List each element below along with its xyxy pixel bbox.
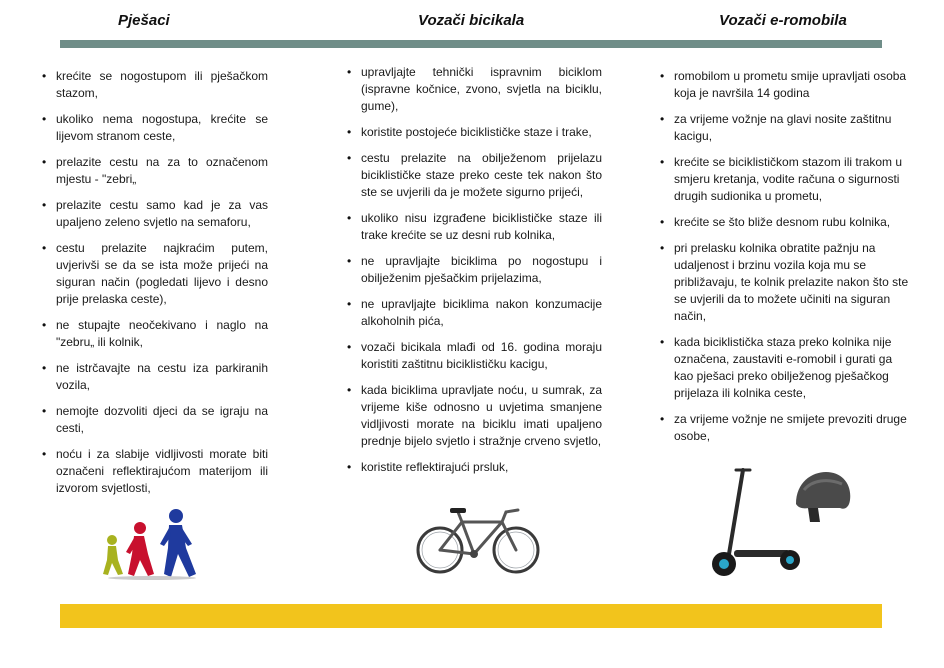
walking-people-icon: [96, 508, 202, 580]
list-item: • vozači bicikala mlađi od 16. godina moraju koristiti zaštitnu biciklističku kacigu,: [347, 339, 602, 373]
list-item: • ukoliko nisu izgrađene biciklističke staze ili trake krećite se uz desni rub kolnika,: [347, 210, 602, 244]
heading-e-scooter-riders: Vozači e-romobila: [719, 12, 847, 29]
list-item: • pri prelasku kolnika obratite pažnju na udaljenost i brzinu vozila koja mu se približavaju, te kolnik prelazite nakon što ste se uvjerili da to možete učiniti na siguran način,: [660, 240, 910, 325]
list-item: • cestu prelazite najkraćim putem, uvjerivši se da se ista može prijeći na siguran način (pogledati lijevo i desno prije prelaska ceste),: [42, 240, 268, 308]
list-item: • ne upravljajte biciklima po nogostupu i obilježenim pješačkim prijelazima,: [347, 253, 602, 287]
list-item: • krećite se što bliže desnom rubu kolnika,: [660, 214, 910, 231]
list-item: • koristite postojeće biciklističke staze i trake,: [347, 124, 602, 141]
heading-pedestrians: Pješaci: [118, 12, 170, 29]
bottom-divider-bar: [60, 604, 882, 628]
e-scooter-column: [660, 68, 910, 454]
list-item: • kada biciklima upravljate noću, u sumrak, za vrijeme kiše odnosno u uvjetima smanjene vidljivosti morate na biciklu imati upaljeno prednje bijelo svjetlo i stražnje crveno svjetlo,: [347, 382, 602, 450]
pedestrians-column: [42, 68, 268, 506]
e-scooter-icon: [706, 464, 802, 582]
list-item: • krećite se nogostupom ili pješačkom stazom,: [42, 68, 268, 102]
list-item: • za vrijeme vožnje ne smijete prevoziti druge osobe,: [660, 411, 910, 445]
list-item: • upravljajte tehnički ispravnim biciklom (ispravne kočnice, zvono, svjetla na biciklu, gume),: [347, 64, 602, 115]
pedestrians-rule-list: [42, 68, 268, 497]
top-divider-bar: [60, 40, 882, 48]
list-item: • cestu prelazite na obilježenom prijelazu biciklističke staze preko ceste tek nakon što ste se uvjerili da je možete sigurno prijeći,: [347, 150, 602, 201]
cyclists-column: [347, 64, 602, 485]
bicycle-icon: [414, 500, 542, 578]
heading-cyclists: Vozači bicikala: [418, 12, 525, 29]
list-item: • krećite se biciklističkom stazom ili trakom u smjeru kretanja, vodite računa o sigurnosti drugih sudionika u prometu,: [660, 154, 910, 205]
list-item: • noću i za slabije vidljivosti morate biti označeni reflektirajućom materijom ili izvorom svjetlosti,: [42, 446, 268, 497]
e-scooter-rule-list: [660, 68, 910, 445]
list-item: • ukoliko nema nogostupa, krećite se lijevom stranom ceste,: [42, 111, 268, 145]
helmet-icon: [792, 468, 854, 526]
list-item: • kada biciklistička staza preko kolnika nije označena, zaustaviti e-romobil i gurati ga kao pješaci preko obilježenog pješačkog prijelaza ili kolnika ceste,: [660, 334, 910, 402]
list-item: • romobilom u prometu smije upravljati osoba koja je navršila 14 godina: [660, 68, 910, 102]
list-item: • koristite reflektirajući prsluk,: [347, 459, 602, 476]
list-item: • nemojte dozvoliti djeci da se igraju na cesti,: [42, 403, 268, 437]
list-item: • ne istrčavajte na cestu iza parkiranih vozila,: [42, 360, 268, 394]
cyclists-rule-list: [347, 64, 602, 476]
list-item: • prelazite cestu na za to označenom mjestu - "zebri„: [42, 154, 268, 188]
list-item: • prelazite cestu samo kad je za vas upaljeno zeleno svjetlo na semaforu,: [42, 197, 268, 231]
list-item: • ne upravljajte biciklima nakon konzumacije alkoholnih pića,: [347, 296, 602, 330]
list-item: • ne stupajte neočekivano i naglo na "zebru„ ili kolnik,: [42, 317, 268, 351]
list-item: • za vrijeme vožnje na glavi nosite zaštitnu kacigu,: [660, 111, 910, 145]
